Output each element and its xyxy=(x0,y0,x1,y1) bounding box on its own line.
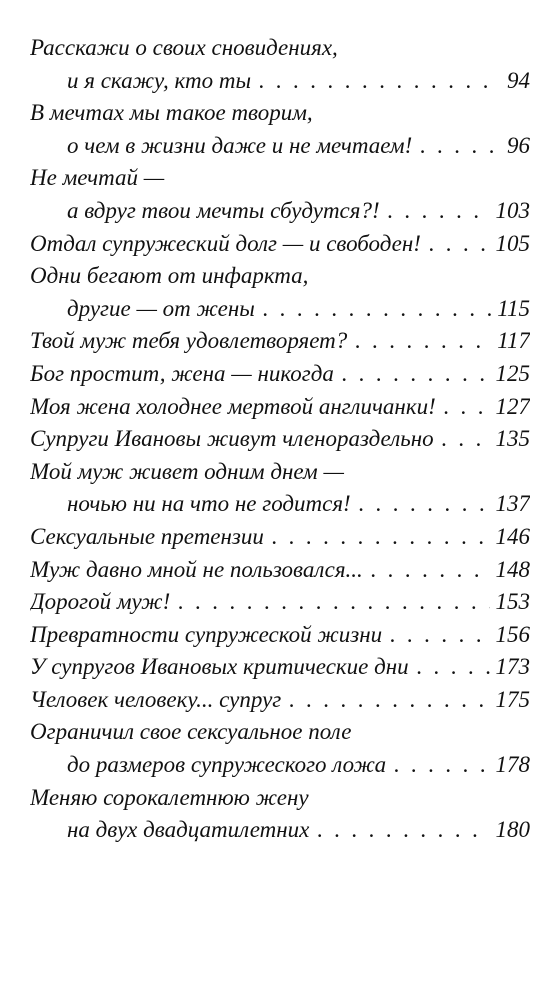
dot-leader xyxy=(272,521,490,554)
toc-entry[interactable] xyxy=(30,391,530,424)
toc-entry-title: о чем в жизни даже и не мечтаем! xyxy=(67,132,413,158)
toc-entry-continued xyxy=(30,32,530,65)
toc-entry-title: Одни бегают от инфаркта, xyxy=(30,263,309,289)
dot-leader xyxy=(317,814,489,847)
toc-entry-title: Дорогой муж! xyxy=(30,589,171,615)
toc-entry-title: Человек человеку... супруг xyxy=(30,686,282,712)
toc-page-number: 94 xyxy=(507,67,530,93)
dot-leader xyxy=(394,749,489,782)
toc-page-number: 146 xyxy=(495,523,530,549)
dot-leader xyxy=(359,488,490,521)
toc-entry[interactable] xyxy=(30,684,530,717)
toc-entry-title: Твой муж тебя удовлетворяет? xyxy=(30,328,348,354)
toc-page-number: 156 xyxy=(495,621,530,647)
toc-entry[interactable] xyxy=(30,619,530,652)
toc-entry-title: Моя жена холоднее мертвой англичанки! xyxy=(30,393,436,419)
dot-leader xyxy=(442,423,490,456)
toc-page-number: 137 xyxy=(495,491,530,517)
toc-entry[interactable] xyxy=(30,814,530,847)
dot-leader xyxy=(371,554,490,587)
toc-entry-continued xyxy=(30,782,530,815)
toc-page-number: 173 xyxy=(495,654,530,680)
dot-leader xyxy=(429,228,490,261)
table-of-contents xyxy=(30,32,530,847)
toc-page-number: 125 xyxy=(495,360,530,386)
dot-leader xyxy=(263,293,491,326)
toc-entry-title: Мой муж живет одним днем — xyxy=(30,458,344,484)
toc-entry[interactable] xyxy=(30,554,530,587)
toc-entry[interactable] xyxy=(30,423,530,456)
toc-page-number: 135 xyxy=(495,426,530,452)
toc-entry-title: ночью ни на что не годится! xyxy=(67,491,351,517)
toc-entry[interactable] xyxy=(30,749,530,782)
dot-leader xyxy=(417,651,490,684)
toc-entry-title: на двух двадцатилетних xyxy=(67,817,310,843)
toc-entry[interactable] xyxy=(30,293,530,326)
toc-entry-title: Бог простит, жена — никогда xyxy=(30,360,334,386)
toc-entry[interactable] xyxy=(30,521,530,554)
toc-page-number: 105 xyxy=(495,230,530,256)
toc-entry[interactable] xyxy=(30,651,530,684)
toc-entry[interactable] xyxy=(30,586,530,619)
toc-entry-continued xyxy=(30,260,530,293)
toc-entry-title: Меняю сорокалетнюю жену xyxy=(30,784,309,810)
toc-entry-title: Сексуальные претензии xyxy=(30,523,264,549)
dot-leader xyxy=(420,130,501,163)
toc-entry-continued xyxy=(30,716,530,749)
dot-leader xyxy=(388,195,490,228)
toc-entry[interactable] xyxy=(30,130,530,163)
toc-entry-continued xyxy=(30,97,530,130)
toc-entry-title: Муж давно мной не пользовался... xyxy=(30,556,363,582)
dot-leader xyxy=(444,391,490,424)
dot-leader xyxy=(342,358,490,391)
dot-leader xyxy=(259,65,501,98)
toc-page-number: 103 xyxy=(495,197,530,223)
toc-entry-title: Ограничил свое сексуальное поле xyxy=(30,719,352,745)
toc-entry-continued xyxy=(30,456,530,489)
toc-entry-title: Супруги Ивановы живут членораздельно xyxy=(30,426,434,452)
toc-page-number: 115 xyxy=(497,295,530,321)
toc-entry-title: Превратности супружеской жизни xyxy=(30,621,383,647)
toc-page-number: 180 xyxy=(495,817,530,843)
toc-entry-title: другие — от жены xyxy=(67,295,255,321)
toc-entry[interactable] xyxy=(30,488,530,521)
dot-leader xyxy=(355,325,491,358)
toc-entry-title: Не мечтай — xyxy=(30,165,165,191)
toc-page-number: 127 xyxy=(495,393,530,419)
toc-entry-title: Отдал супружеский долг — и свободен! xyxy=(30,230,421,256)
toc-entry[interactable] xyxy=(30,358,530,391)
toc-entry-title: до размеров супружеского ложа xyxy=(67,752,387,778)
toc-entry[interactable] xyxy=(30,228,530,261)
toc-entry[interactable] xyxy=(30,65,530,98)
toc-page-number: 117 xyxy=(497,328,530,354)
toc-entry-title: У супругов Ивановых критические дни xyxy=(30,654,409,680)
toc-entry-title: В мечтах мы такое творим, xyxy=(30,100,313,126)
toc-page-number: 178 xyxy=(495,752,530,778)
toc-page-number: 175 xyxy=(495,686,530,712)
toc-entry-title: и я скажу, кто ты xyxy=(67,67,252,93)
toc-entry[interactable] xyxy=(30,325,530,358)
toc-page-number: 148 xyxy=(495,556,530,582)
dot-leader xyxy=(289,684,489,717)
toc-entry[interactable] xyxy=(30,195,530,228)
toc-page-number: 153 xyxy=(495,589,530,615)
toc-entry-continued xyxy=(30,162,530,195)
dot-leader xyxy=(178,586,489,619)
dot-leader xyxy=(390,619,489,652)
toc-entry-title: Расскажи о своих сновидениях, xyxy=(30,35,338,60)
toc-entry-title: а вдруг твои мечты сбудутся?! xyxy=(67,197,380,223)
toc-page-number: 96 xyxy=(507,132,530,158)
